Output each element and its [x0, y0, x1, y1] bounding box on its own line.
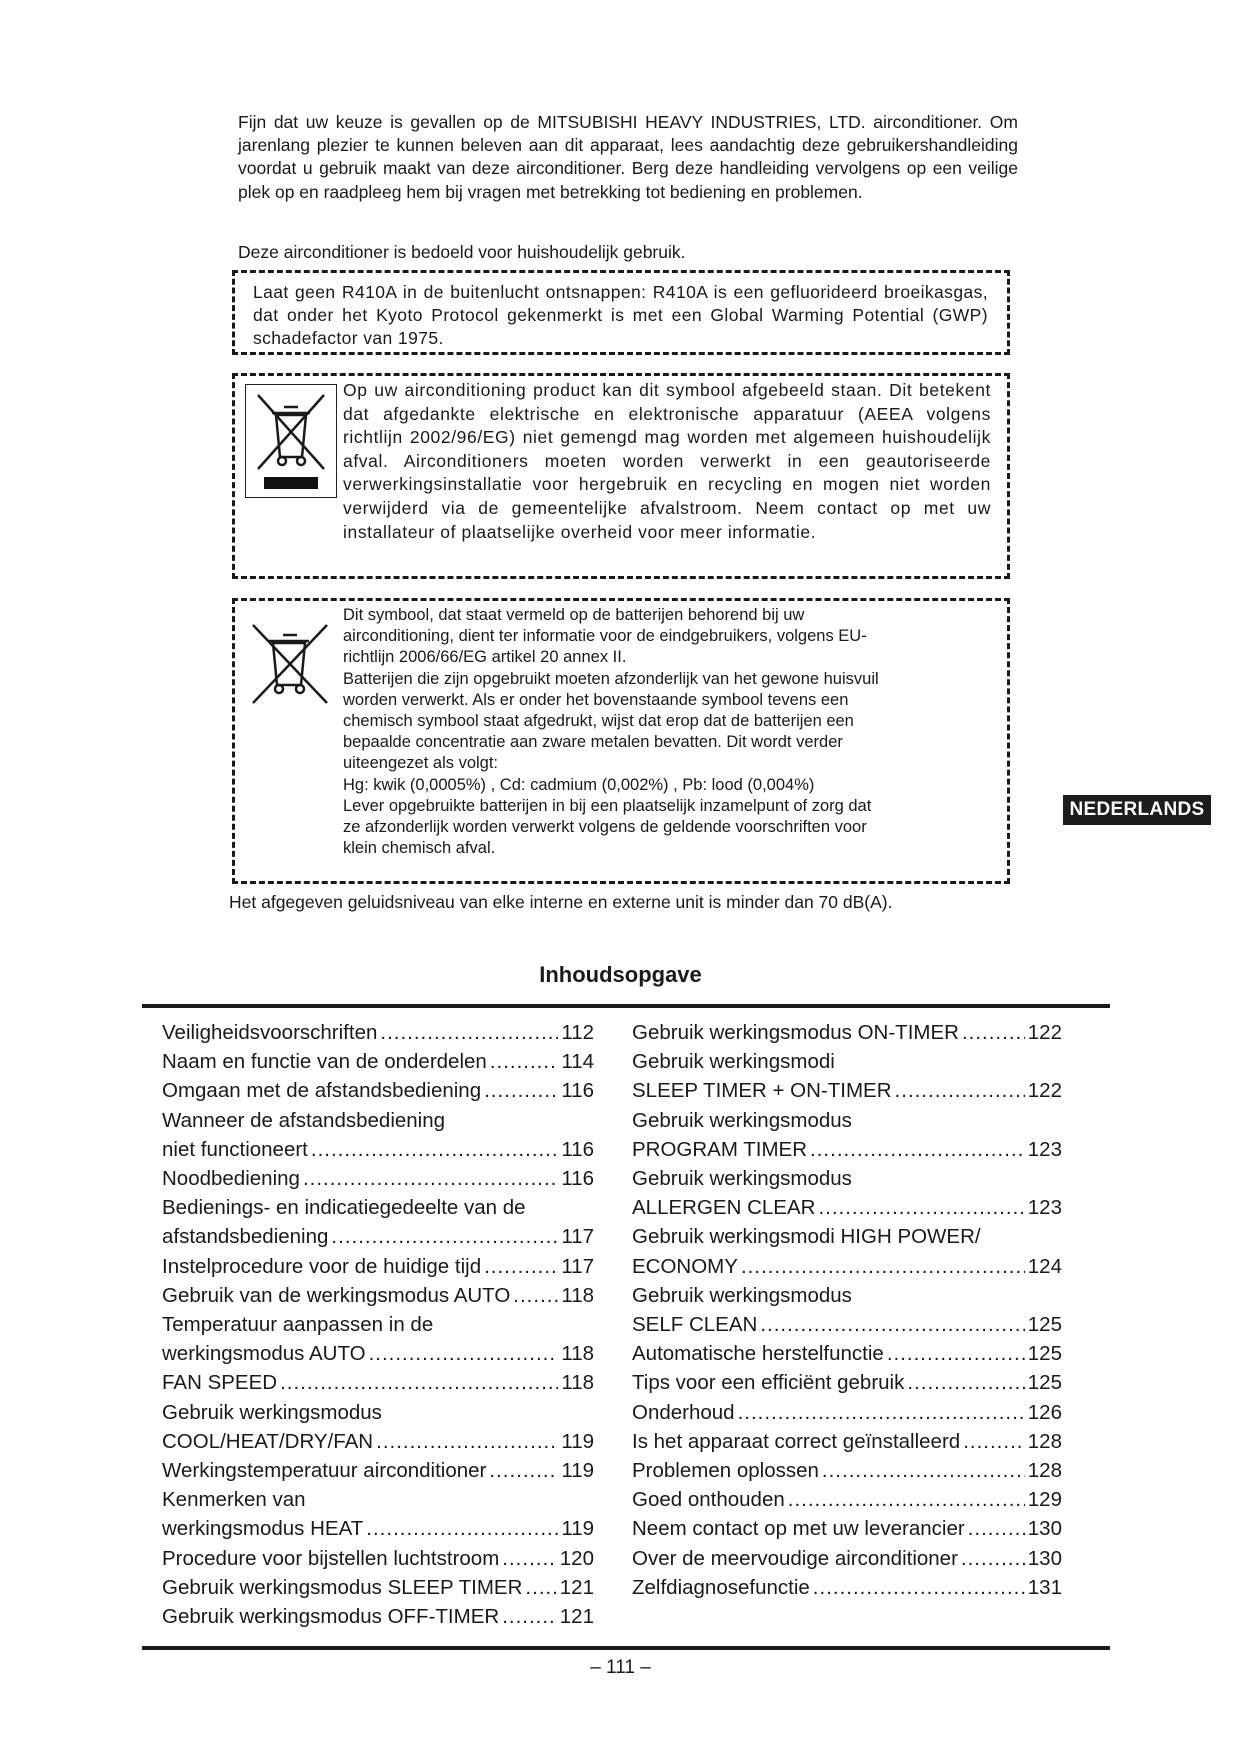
toc-entry-line [162, 1281, 594, 1310]
toc-page-number: 126 [1027, 1400, 1062, 1424]
toc-page-number: 121 [559, 1575, 594, 1599]
toc-leader-dots [331, 1222, 558, 1251]
toc-entry-line [632, 1368, 1062, 1397]
toc-leader-dots [741, 1252, 1025, 1281]
toc-leader-dots [788, 1485, 1025, 1514]
toc-page-number: 118 [561, 1342, 594, 1366]
toc-entry-line [632, 1106, 1062, 1135]
toc-entry-title: Wanneer de afstandsbediening [162, 1108, 446, 1132]
toc-leader-dots [822, 1456, 1025, 1485]
toc-entry-line [632, 1485, 1062, 1514]
toc-entry-title: Gebruik werkingsmodus SLEEP TIMER [162, 1575, 523, 1599]
battery-line: klein chemisch afval. [343, 839, 496, 858]
toc-page-number: 116 [561, 1079, 594, 1103]
toc-entry-title: ALLERGEN CLEAR [632, 1196, 816, 1220]
toc-leader-dots [513, 1281, 558, 1310]
toc-entry-title: Noodbediening [162, 1167, 300, 1191]
weee-notice-text: Op uw airconditioning product kan dit symbool afgebeeld staan. Dit betekent dat afgedankte elektrische en elektronische apparatuur (AEEA volgens richtlijn 2002/96/EG) niet gemengd mag worden met algemeen huishoudelijk afval. Airconditioners moeten worden verwerkt in een geautoriseerde verwerkingsinstallatie voor hergebruik en recycling en mogen niet worden verwijderd via de gemeentelijke afvalstroom. Neem contact op met uw installateur of plaatselijke overheid voor meer informatie. [343, 380, 991, 542]
toc-entry-title: Gebruik van de werkingsmodus AUTO [162, 1283, 511, 1307]
toc-page-number: 121 [559, 1605, 594, 1629]
toc-entry [632, 1047, 1062, 1105]
toc-entry-title: Gebruik werkingsmodi HIGH POWER/ [632, 1225, 981, 1249]
toc-entry-title: Automatische herstelfunctie [632, 1342, 884, 1366]
toc-leader-dots [376, 1427, 558, 1456]
toc-entry-title: Werkingstemperatuur airconditioner [162, 1459, 487, 1483]
r410a-notice-box [232, 270, 1010, 355]
battery-notice-box [232, 598, 1010, 884]
toc-entry-title: werkingsmodus AUTO [162, 1342, 366, 1366]
toc-page-number: 120 [559, 1546, 594, 1570]
toc-leader-dots [962, 1018, 1025, 1047]
toc-entry-title: Naam en functie van de onderdelen [162, 1050, 487, 1074]
toc-page-number: 119 [561, 1429, 594, 1453]
toc-entry-title: Gebruik werkingsmodus ON-TIMER [632, 1021, 959, 1044]
toc-page-number: 116 [561, 1167, 594, 1191]
battery-line: worden verwerkt. Als er onder het bovenstaande symbool tevens een [343, 690, 849, 709]
toc-entry-title: Onderhoud [632, 1400, 735, 1424]
toc-page-number: 114 [561, 1050, 594, 1074]
toc-entry-line [162, 1018, 594, 1047]
toc-entry [162, 1544, 594, 1573]
toc-entry [632, 1368, 1062, 1397]
toc-entry-title: SELF CLEAN [632, 1313, 758, 1337]
battery-line: Lever opgebruikte batterijen in bij een plaatselijk inzamelpunt of zorg dat [343, 796, 872, 815]
toc-entry [632, 1544, 1062, 1573]
toc-entry-title: Problemen oplossen [632, 1459, 819, 1483]
battery-line: chemisch symbool staat afgedrukt, wijst dat erop dat de batterijen een [343, 712, 854, 731]
toc-entry-line [632, 1281, 1062, 1310]
toc-page-number: 131 [1027, 1575, 1062, 1599]
toc-entry-line [162, 1047, 594, 1076]
toc-entry-title: FAN SPEED [162, 1371, 278, 1395]
toc-entry-title: Zelfdiagnosefunctie [632, 1575, 810, 1599]
r410a-notice-text: Laat geen R410A in de buitenlucht ontsnappen: R410A is een gefluorideerd broeikasgas, dat onder het Kyoto Protocol gekenmerkt is met een Global Warming Potential (GWP) schadefactor van 1975. [253, 282, 988, 349]
toc-leader-dots [895, 1076, 1025, 1105]
toc-page-number: 118 [561, 1283, 594, 1307]
toc-left-column [162, 1018, 594, 1631]
toc-page-number: 119 [561, 1459, 594, 1483]
toc-entry-title: Gebruik werkingsmodus [632, 1283, 852, 1307]
crossed-battery-bin-icon [245, 619, 335, 709]
toc-entry-line [162, 1368, 594, 1397]
toc-entry-line [632, 1193, 1062, 1222]
toc-leader-dots [907, 1368, 1024, 1397]
toc-entry-line [162, 1485, 594, 1514]
weee-notice-box [232, 373, 1010, 579]
battery-line: airconditioning, dient ter informatie voor de eindgebruikers, volgens EU- [343, 627, 867, 646]
toc-entry-title: werkingsmodus HEAT [162, 1517, 364, 1541]
battery-line: bepaalde concentratie aan zware metalen bevatten. Dit wordt verder [343, 733, 843, 752]
toc-entry [632, 1456, 1062, 1485]
toc-entry-line [632, 1135, 1062, 1164]
toc-leader-dots [963, 1427, 1025, 1456]
toc-leader-dots [280, 1368, 558, 1397]
toc-entry-line [162, 1106, 594, 1135]
toc-entry-line [632, 1573, 1062, 1602]
toc-leader-dots [818, 1193, 1024, 1222]
toc-leader-dots [366, 1514, 558, 1543]
toc-entry-title: Gebruik werkingsmodus [632, 1108, 852, 1132]
toc-leader-dots [303, 1164, 558, 1193]
crossed-bin-icon [246, 385, 336, 497]
toc-page-number: 129 [1027, 1488, 1062, 1512]
toc-entry-line [632, 1339, 1062, 1368]
toc-entry [162, 1602, 594, 1631]
battery-line: Batterijen die zijn opgebruikt moeten afzonderlijk van het gewone huisvuil [343, 669, 879, 688]
toc-entry [632, 1164, 1062, 1222]
toc-entry-line [162, 1427, 594, 1456]
toc-entry-line [162, 1339, 594, 1368]
toc-entry [632, 1339, 1062, 1368]
toc-entry-line [632, 1222, 1062, 1251]
toc-entry-title: niet functioneert [162, 1137, 308, 1161]
toc-leader-dots [968, 1514, 1025, 1543]
toc-entry-title: Is het apparaat correct geïnstalleerd [632, 1429, 961, 1453]
toc-entry [162, 1193, 594, 1251]
toc-leader-dots [489, 1456, 558, 1485]
toc-leader-dots [887, 1339, 1025, 1368]
toc-entry-title: Gebruik werkingsmodus [162, 1400, 382, 1424]
toc-page-number: 130 [1027, 1517, 1062, 1541]
battery-line: richtlijn 2006/66/EG artikel 20 annex II. [343, 648, 627, 667]
page-number: – 111 – [590, 1657, 651, 1678]
toc-leader-dots [738, 1398, 1025, 1427]
battery-line: Dit symbool, dat staat vermeld op de batterijen behorend bij uw [343, 606, 805, 624]
toc-page-number: 118 [561, 1371, 594, 1395]
toc-entry-line [632, 1456, 1062, 1485]
toc-entry-title: Kenmerken van [162, 1488, 306, 1512]
toc-leader-dots [369, 1339, 559, 1368]
toc-entry [162, 1398, 594, 1456]
toc-entry-line [632, 1310, 1062, 1339]
toc-entry-line [632, 1398, 1062, 1427]
toc-leader-dots [484, 1252, 558, 1281]
toc-page-number: 112 [561, 1021, 594, 1044]
toc-page-number: 117 [561, 1225, 594, 1249]
toc-page-number: 123 [1027, 1196, 1062, 1220]
toc-entry-title: Neem contact op met uw leverancier [632, 1517, 965, 1541]
intended-use-note: Deze airconditioner is bedoeld voor huishoudelijk gebruik. [238, 242, 686, 262]
toc-page-number: 122 [1027, 1079, 1062, 1103]
toc-entry [162, 1018, 594, 1047]
toc-entry-line [632, 1076, 1062, 1105]
toc-entry [632, 1427, 1062, 1456]
toc-entry-line [632, 1252, 1062, 1281]
toc-entry-line [162, 1456, 594, 1485]
battery-line: Hg: kwik (0,0005%) , Cd: cadmium (0,002%) , Pb: lood (0,004%) [343, 775, 815, 794]
toc-entry-title: afstandsbediening [162, 1225, 329, 1249]
toc-entry [162, 1456, 594, 1485]
toc-page-number: 130 [1027, 1546, 1062, 1570]
toc-page-number: 125 [1027, 1313, 1062, 1337]
weee-symbol-frame [245, 384, 337, 498]
toc-leader-dots [502, 1602, 557, 1631]
toc-top-rule [142, 1004, 1110, 1008]
toc-bottom-rule [142, 1646, 1110, 1650]
toc-entry-line [162, 1514, 594, 1543]
toc-entry-line [632, 1514, 1062, 1543]
toc-entry-line [162, 1252, 594, 1281]
toc-leader-dots [502, 1544, 557, 1573]
toc-page-number: 122 [1027, 1021, 1062, 1044]
toc-entry-title: Goed onthouden [632, 1488, 785, 1512]
toc-entry-title: Bedienings- en indicatiegedeelte van de [162, 1196, 526, 1220]
toc-entry [632, 1398, 1062, 1427]
toc-entry-title: Tips voor een efficiënt gebruik [632, 1371, 905, 1395]
toc-entry-line [162, 1164, 594, 1193]
toc-entry-title: Gebruik werkingsmodus OFF-TIMER [162, 1605, 500, 1629]
toc-entry-line [162, 1602, 594, 1631]
toc-page-number: 124 [1027, 1254, 1062, 1278]
toc-entry [162, 1076, 594, 1105]
toc-entry [632, 1514, 1062, 1543]
toc-entry-line [632, 1047, 1062, 1076]
toc-entry [632, 1281, 1062, 1339]
toc-entry-line [162, 1076, 594, 1105]
toc-page-number: 125 [1027, 1342, 1062, 1366]
toc-entry-line [162, 1573, 594, 1602]
toc-page-number: 117 [561, 1254, 594, 1278]
toc-leader-dots [961, 1544, 1025, 1573]
noise-level-note: Het afgegeven geluidsniveau van elke interne en externe unit is minder dan 70 dB(A). [229, 892, 893, 912]
toc-entry-line [632, 1018, 1062, 1047]
toc-leader-dots [380, 1018, 558, 1047]
toc-entry-line [162, 1544, 594, 1573]
toc-entry [162, 1281, 594, 1310]
toc-entry-title: COOL/HEAT/DRY/FAN [162, 1429, 374, 1453]
toc-entry-title: Temperatuur aanpassen in de [162, 1313, 434, 1337]
toc-entry [632, 1222, 1062, 1280]
toc-entry [162, 1573, 594, 1602]
toc-entry-line [162, 1398, 594, 1427]
toc-right-column [632, 1018, 1062, 1602]
toc-entry [162, 1106, 594, 1164]
battery-notice-text [343, 605, 993, 859]
toc-leader-dots [484, 1076, 558, 1105]
toc-entry [162, 1047, 594, 1076]
toc-leader-dots [760, 1310, 1024, 1339]
toc-entry-line [162, 1135, 594, 1164]
toc-title: Inhoudsopgave [539, 962, 702, 987]
toc-entry [632, 1573, 1062, 1602]
toc-entry [162, 1310, 594, 1368]
toc-entry-line [632, 1427, 1062, 1456]
toc-entry-title: PROGRAM TIMER [632, 1137, 808, 1161]
toc-entry [162, 1485, 594, 1543]
toc-entry-line [162, 1193, 594, 1222]
toc-leader-dots [810, 1135, 1025, 1164]
toc-entry-line [632, 1544, 1062, 1573]
toc-entry-line [162, 1222, 594, 1251]
toc-entry [162, 1252, 594, 1281]
toc-entry [162, 1164, 594, 1193]
toc-entry-title: Gebruik werkingsmodi [632, 1050, 835, 1074]
toc-entry [632, 1485, 1062, 1514]
toc-entry-title: Procedure voor bijstellen luchtstroom [162, 1546, 500, 1570]
toc-entry-title: Instelprocedure voor de huidige tijd [162, 1254, 482, 1278]
toc-page-number: 125 [1027, 1371, 1062, 1395]
battery-line: ze afzonderlijk worden verwerkt volgens de geldende voorschriften voor [343, 818, 867, 837]
toc-page-number: 128 [1027, 1459, 1062, 1483]
language-tab: NEDERLANDS [1063, 795, 1211, 825]
toc-entry-title: Gebruik werkingsmodus [632, 1167, 852, 1191]
toc-entry-title: Over de meervoudige airconditioner [632, 1546, 958, 1570]
toc-leader-dots [813, 1573, 1025, 1602]
toc-entry [162, 1368, 594, 1397]
toc-leader-dots [311, 1135, 558, 1164]
toc-leader-dots [490, 1047, 559, 1076]
toc-page-number: 128 [1027, 1429, 1062, 1453]
toc-entry [632, 1018, 1062, 1047]
intro-paragraph: Fijn dat uw keuze is gevallen op de MITSUBISHI HEAVY INDUSTRIES, LTD. airconditioner. Om jarenlang plezier te kunnen beleven aan dit apparaat, lees aandachtig deze gebruikershandleiding voordat u gebruik maakt van deze airconditioner. Berg deze handleiding vervolgens op een veilige plek op en raadpleeg hem bij vragen met betrekking tot bediening en problemen. [238, 112, 1018, 202]
toc-entry-title: Veiligheidsvoorschriften [162, 1021, 378, 1044]
toc-page-number: 119 [561, 1517, 594, 1541]
toc-page-number: 116 [561, 1137, 594, 1161]
toc-leader-dots [525, 1573, 556, 1602]
toc-entry [632, 1106, 1062, 1164]
toc-page-number: 123 [1027, 1137, 1062, 1161]
toc-entry-line [162, 1310, 594, 1339]
toc-entry-line [632, 1164, 1062, 1193]
toc-entry-title: Omgaan met de afstandsbediening [162, 1079, 482, 1103]
battery-line: uiteengezet als volgt: [343, 754, 499, 773]
toc-entry-title: ECONOMY [632, 1254, 738, 1278]
toc-entry-title: SLEEP TIMER + ON-TIMER [632, 1079, 892, 1103]
